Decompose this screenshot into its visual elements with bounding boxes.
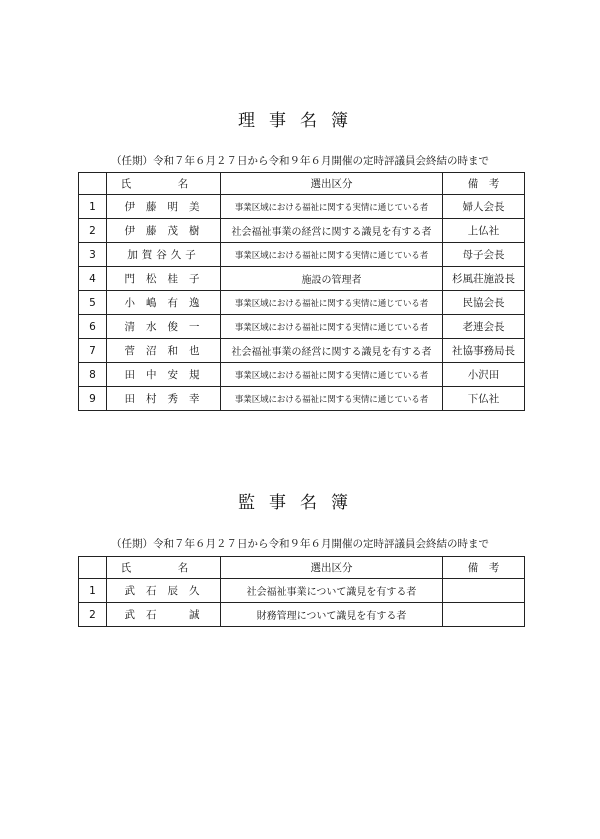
table-row xyxy=(79,387,525,411)
header-name: 氏 名 xyxy=(107,557,221,579)
row-category: 事業区域における福祉に関する実情に通じている者 xyxy=(221,243,443,267)
row-name: 伊藤茂樹 xyxy=(107,219,221,243)
table-row xyxy=(79,339,525,363)
row-category: 事業区域における福祉に関する実情に通じている者 xyxy=(221,363,443,387)
row-number: 6 xyxy=(79,315,107,339)
table-row xyxy=(79,363,525,387)
row-number: 2 xyxy=(79,603,107,627)
row-number: 2 xyxy=(79,219,107,243)
header-category: 選出区分 xyxy=(221,557,443,579)
row-category: 事業区域における福祉に関する実情に通じている者 xyxy=(221,387,443,411)
row-name: 武石辰久 xyxy=(107,579,221,603)
auditors-term: （任期）令和７年６月２７日から令和９年６月開催の定時評議員会終結の時まで xyxy=(111,538,489,550)
row-note: 小沢田 xyxy=(443,363,525,387)
header-note: 備 考 xyxy=(443,557,525,579)
row-category: 施設の管理者 xyxy=(221,267,443,291)
table-row xyxy=(79,315,525,339)
table-row xyxy=(79,243,525,267)
row-category: 社会福祉事業の経営に関する識見を有する者 xyxy=(221,219,443,243)
row-name: 清水俊一 xyxy=(107,315,221,339)
row-name: 菅沼和也 xyxy=(107,339,221,363)
row-number: 3 xyxy=(79,243,107,267)
table-row xyxy=(79,267,525,291)
table-header-row xyxy=(79,173,525,195)
row-name: 田村秀幸 xyxy=(107,387,221,411)
row-name: 田中安規 xyxy=(107,363,221,387)
row-category: 社会福祉事業の経営に関する識見を有する者 xyxy=(221,339,443,363)
row-note: 母子会長 xyxy=(443,243,525,267)
table-row xyxy=(79,219,525,243)
row-number: 1 xyxy=(79,195,107,219)
table-header-row xyxy=(79,557,525,579)
row-note xyxy=(443,579,525,603)
auditors-table xyxy=(78,556,525,627)
row-category: 事業区域における福祉に関する実情に通じている者 xyxy=(221,291,443,315)
row-note: 老連会長 xyxy=(443,315,525,339)
directors-table xyxy=(78,172,525,411)
row-number: 9 xyxy=(79,387,107,411)
row-category: 財務管理について識見を有する者 xyxy=(221,603,443,627)
table-row xyxy=(79,291,525,315)
row-note: 民協会長 xyxy=(443,291,525,315)
header-name: 氏 名 xyxy=(107,173,221,195)
table-row xyxy=(79,603,525,627)
row-number: 8 xyxy=(79,363,107,387)
row-number: 5 xyxy=(79,291,107,315)
row-note xyxy=(443,603,525,627)
table-row xyxy=(79,579,525,603)
row-note: 下仏社 xyxy=(443,387,525,411)
header-note: 備 考 xyxy=(443,173,525,195)
table-row xyxy=(79,195,525,219)
row-name: 加賀谷久子 xyxy=(107,243,221,267)
row-number: 1 xyxy=(79,579,107,603)
row-number: 4 xyxy=(79,267,107,291)
row-name: 小嶋有逸 xyxy=(107,291,221,315)
header-number xyxy=(79,557,107,579)
header-number xyxy=(79,173,107,195)
row-note: 婦人会長 xyxy=(443,195,525,219)
row-note: 社協事務局長 xyxy=(443,339,525,363)
row-number: 7 xyxy=(79,339,107,363)
directors-term: （任期）令和７年６月２７日から令和９年６月開催の定時評議員会終結の時まで xyxy=(111,155,489,167)
row-category: 事業区域における福祉に関する実情に通じている者 xyxy=(221,315,443,339)
row-note: 上仏社 xyxy=(443,219,525,243)
directors-title: 理事名簿 xyxy=(238,111,362,131)
row-note: 杉風荘施設長 xyxy=(443,267,525,291)
row-name: 伊藤明美 xyxy=(107,195,221,219)
header-category: 選出区分 xyxy=(221,173,443,195)
row-category: 社会福祉事業について識見を有する者 xyxy=(221,579,443,603)
row-name: 門松桂子 xyxy=(107,267,221,291)
auditors-title: 監事名簿 xyxy=(238,493,362,513)
row-name: 武石 誠 xyxy=(107,603,221,627)
row-category: 事業区域における福祉に関する実情に通じている者 xyxy=(221,195,443,219)
